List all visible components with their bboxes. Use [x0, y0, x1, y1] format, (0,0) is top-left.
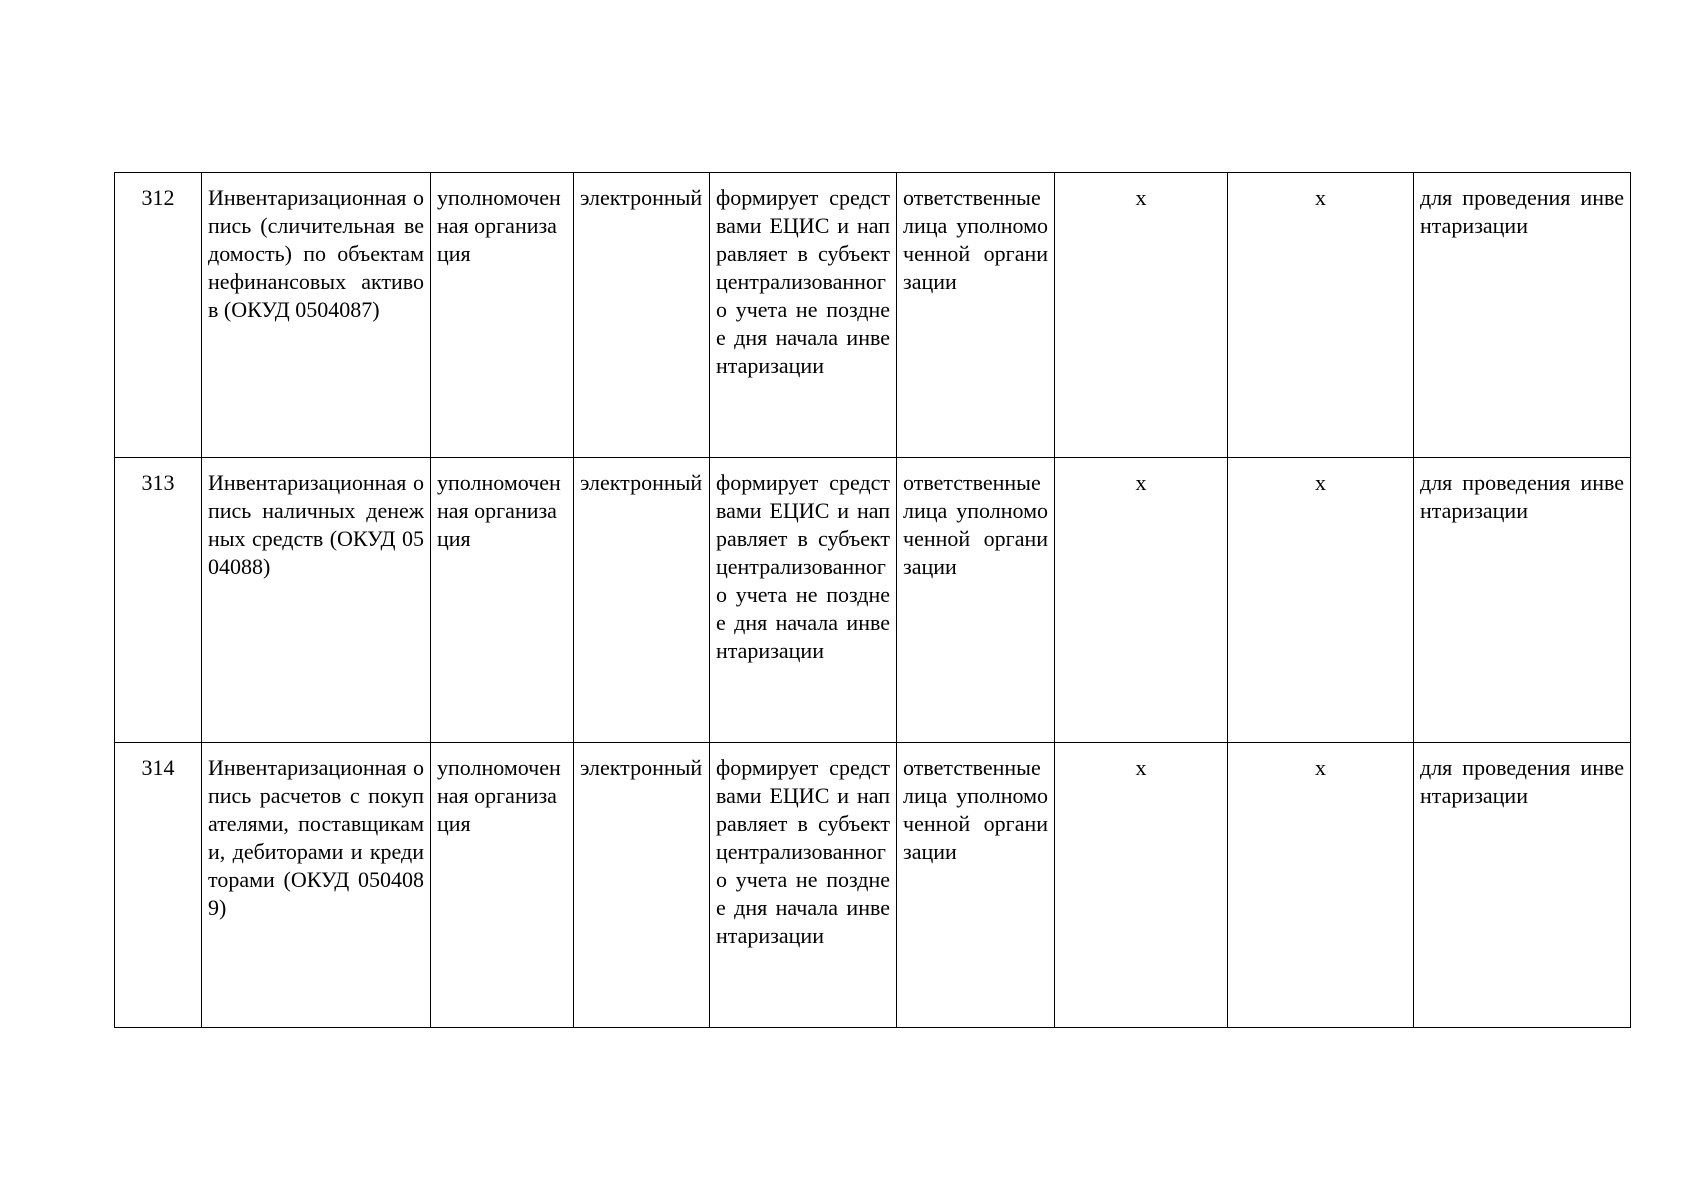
- purpose: для проведения инвентаризации: [1420, 470, 1624, 523]
- format-cell: [574, 743, 710, 1028]
- purpose-cell: [1414, 743, 1631, 1028]
- procedure: формирует средствами ЕЦИС и направляет в субъект централизованного учета не позднее дня начала инвентаризации: [716, 755, 890, 948]
- document-name-cell: [202, 458, 431, 743]
- col7-cell: [1055, 743, 1228, 1028]
- col8-cell: [1228, 743, 1414, 1028]
- row-number-cell: [115, 743, 202, 1028]
- col8-value: x: [1315, 185, 1326, 210]
- format: электронный: [580, 470, 703, 495]
- purpose: для проведения инвентаризации: [1420, 185, 1624, 238]
- row-number-cell: [115, 173, 202, 458]
- col7-value: x: [1135, 755, 1147, 780]
- col7-cell: [1055, 173, 1228, 458]
- procedure: формирует средствами ЕЦИС и направляет в субъект централизованного учета не позднее дня начала инвентаризации: [716, 185, 890, 378]
- table-row: [115, 743, 1631, 1028]
- responsible: ответственные лица уполномоченной организации: [903, 185, 1048, 294]
- register-table: [114, 172, 1631, 1028]
- document-name: Инвентаризационная опись наличных денежных средств (ОКУД 0504088): [208, 470, 424, 579]
- document-name-cell: [202, 173, 431, 458]
- col8-value: x: [1315, 755, 1326, 780]
- procedure-cell: [710, 458, 897, 743]
- row-number: 314: [141, 755, 175, 780]
- responsible-cell: [897, 743, 1055, 1028]
- row-number: 313: [141, 470, 175, 495]
- creator: уполномоченная организация: [437, 755, 561, 836]
- creator-cell: [431, 173, 574, 458]
- creator-cell: [431, 743, 574, 1028]
- responsible-cell: [897, 458, 1055, 743]
- col7-value: x: [1135, 185, 1147, 210]
- format-cell: [574, 173, 710, 458]
- row-number: 312: [141, 185, 175, 210]
- table-row: [115, 458, 1631, 743]
- creator-cell: [431, 458, 574, 743]
- creator: уполномоченная организация: [437, 470, 561, 551]
- col8-cell: [1228, 458, 1414, 743]
- procedure: формирует средствами ЕЦИС и направляет в субъект централизованного учета не позднее дня начала инвентаризации: [716, 470, 890, 663]
- responsible: ответственные лица уполномоченной организации: [903, 755, 1048, 864]
- procedure-cell: [710, 173, 897, 458]
- col8-cell: [1228, 173, 1414, 458]
- row-number-cell: [115, 458, 202, 743]
- format: электронный: [580, 185, 703, 210]
- purpose-cell: [1414, 173, 1631, 458]
- procedure-cell: [710, 743, 897, 1028]
- responsible-cell: [897, 173, 1055, 458]
- format-cell: [574, 458, 710, 743]
- format: электронный: [580, 755, 703, 780]
- purpose-cell: [1414, 458, 1631, 743]
- creator: уполномоченная организация: [437, 185, 561, 266]
- col8-value: x: [1315, 470, 1326, 495]
- col7-cell: [1055, 458, 1228, 743]
- col7-value: x: [1135, 470, 1147, 495]
- table-row: [115, 173, 1631, 458]
- document-name: Инвентаризационная опись (сличительная ведомость) по объектам нефинансовых активов (ОКУД 0504087): [208, 185, 424, 322]
- document-name-cell: [202, 743, 431, 1028]
- document-name: Инвентаризационная опись расчетов с покупателями, поставщиками, дебиторами и кредиторами (ОКУД 0504089): [208, 755, 424, 920]
- purpose: для проведения инвентаризации: [1420, 755, 1624, 808]
- responsible: ответственные лица уполномоченной организации: [903, 470, 1048, 579]
